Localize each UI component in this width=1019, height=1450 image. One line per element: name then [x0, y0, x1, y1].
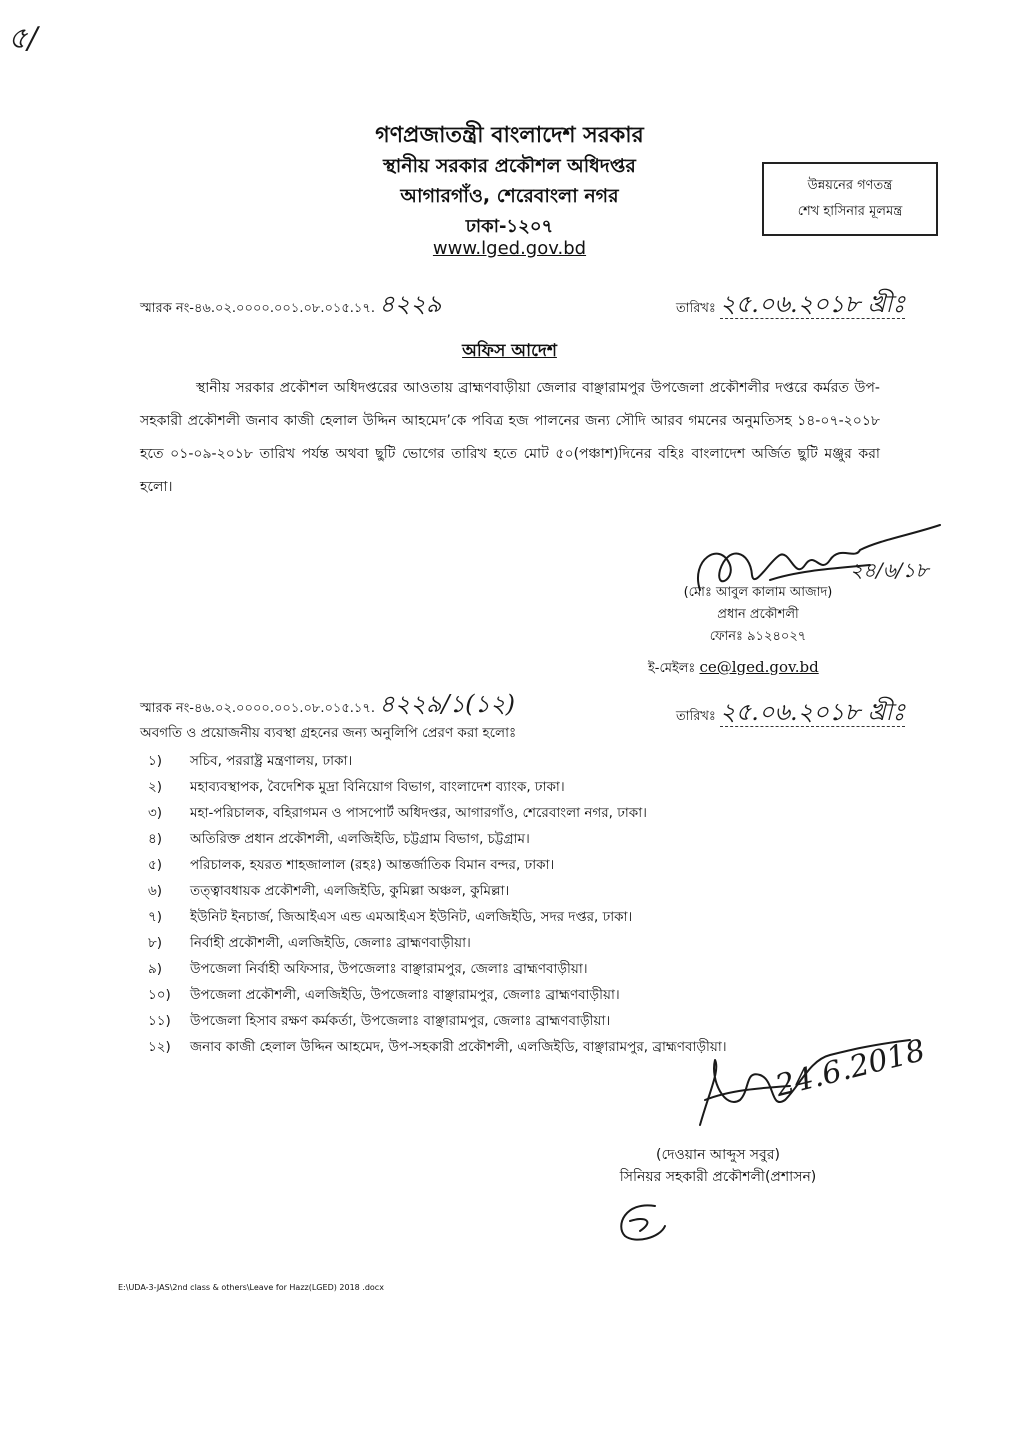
cc-item-number: ৭) [148, 909, 163, 925]
cc-list-item [148, 904, 848, 930]
header-city: ঢাকা-১২০৭ [465, 216, 554, 237]
cc-list-item [148, 878, 848, 904]
memo-number-2 [140, 686, 515, 726]
cc-item-text: মহাব্যবস্থাপক, বৈদেশিক মুদ্রা বিনিয়োগ বিভাগ, বাংলাদেশ ব্যাংক, ঢাকা। [190, 779, 565, 795]
memo-handwritten-number: ৪২২৯/১(১২) [379, 690, 516, 718]
memo-date-2 [676, 694, 905, 734]
signature-1-date: ২৪/৬/১৮ [850, 558, 929, 582]
signatory-1-phone: ফোনঃ ৯১২৪০২৭ [709, 629, 807, 644]
date-handwritten-value: ২৫.০৬.২০১৮ খ্রীঃ [720, 698, 906, 726]
signatory-1-block [648, 582, 868, 648]
cc-list-item [148, 852, 848, 878]
memo-date-1 [676, 286, 905, 326]
cc-list-item [148, 956, 848, 982]
date-handwritten-value: ২৫.০৬.২০১৮ খ্রীঃ [720, 290, 906, 318]
cc-item-text: পরিচালক, হযরত শাহজালাল (রহঃ) আন্তর্জাতিক বিমান বন্দর, ঢাকা। [190, 857, 555, 873]
cc-item-text: উপজেলা নির্বাহী অফিসার, উপজেলাঃ বাঞ্ছারামপুর, জেলাঃ ব্রাহ্মণবাড়ীয়া। [190, 961, 588, 977]
header-government: গণপ্রজাতন্ত্রী বাংলাদেশ সরকার [375, 123, 644, 148]
memo-label: স্মারক নং-৪৬.০২.০০০০.০০১.০৮.০১৫.১৭. [140, 301, 375, 316]
cc-item-number: ১০) [148, 987, 171, 1003]
cc-item-text: উপজেলা হিসাব রক্ষণ কর্মকর্তা, উপজেলাঃ বাঞ্ছারামপুর, জেলাঃ ব্রাহ্মণবাড়ীয়া। [190, 1013, 611, 1029]
order-title: অফিস আদেশ [462, 341, 557, 361]
corner-mark: ৫/ [8, 21, 38, 56]
cc-list [148, 748, 848, 1060]
cc-item-text: নির্বাহী প্রকৌশলী, এলজিইডি, জেলাঃ ব্রাহ্মণবাড়ীয়া। [190, 935, 471, 951]
cc-item-text: উপজেলা প্রকৌশলী, এলজিইডি, উপজেলাঃ বাঞ্ছারামপুর, জেলাঃ ব্রাহ্মণবাড়ীয়া। [190, 987, 620, 1003]
cc-item-number: ১১) [148, 1013, 171, 1029]
cc-list-item [148, 930, 848, 956]
cc-item-text: জনাব কাজী হেলাল উদ্দিন আহমেদ, উপ-সহকারী প্রকৌশলী, এলজিইডি, বাঞ্ছারামপুর, ব্রাহ্মণবাড়ীয়া। [190, 1039, 727, 1055]
footer-file-path: E:\UDA-3-JAS\2nd class & others\Leave for Hazz(LGED) 2018 .docx [118, 1283, 384, 1292]
cc-item-text: ইউনিট ইনচার্জ, জিআইএস এন্ড এমআইএস ইউনিট, এলজিইডি, সদর দপ্তর, ঢাকা। [190, 909, 633, 925]
cc-item-text: অতিরিক্ত প্রধান প্রকৌশলী, এলজিইডি, চট্টগ্রাম বিভাগ, চট্টগ্রাম। [190, 831, 530, 847]
signatory-2-designation: সিনিয়র সহকারী প্রকৌশলী(প্রশাসন) [619, 1169, 817, 1185]
cc-list-item [148, 800, 848, 826]
cc-item-number: ৬) [148, 883, 163, 899]
date-label: তারিখঃ [676, 301, 716, 316]
header-address: আগারগাঁও, শেরেবাংলা নগর [400, 185, 619, 207]
cc-item-number: ৮) [148, 935, 163, 951]
memo-label: স্মারক নং-৪৬.০২.০০০০.০০১.০৮.০১৫.১৭. [140, 701, 375, 716]
cc-item-text: তত্ত্বাবধায়ক প্রকৌশলী, এলজিইডি, কুমিল্লা অঞ্চল, কুমিল্লা। [190, 883, 510, 899]
cc-item-number: ১) [148, 753, 163, 769]
slogan-line-2: শেখ হাসিনার মূলমন্ত্র [797, 204, 903, 219]
signatory-1-email-row [648, 656, 819, 680]
signatory-1-designation: প্রধান প্রকৌশলী [717, 607, 799, 622]
signature-2-date: 24.6.2018 [772, 1033, 929, 1104]
cc-list-item [148, 748, 848, 774]
cc-item-text: সচিব, পররাষ্ট্র মন্ত্রণালয়, ঢাকা। [190, 753, 353, 769]
email-label: ই-মেইলঃ [648, 661, 696, 676]
cc-item-number: ১২) [148, 1039, 171, 1055]
cc-list-item [148, 982, 848, 1008]
order-body: স্থানীয় সরকার প্রকৌশল অধিদপ্তরের আওতায় ব্রাহ্মণবাড়ীয়া জেলার বাঞ্ছারামপুর উপজেলা প্রকৌশলীর দপ্তরে কর্মরত উপ-সহকারী প্রকৌশলী জনাব কাজী হেলাল উদ্দিন আহমেদ’কে পবিত্র হজ পালনের জন্য সৌদি আরব গমনের অনুমতিসহ ১৪-০৭-২০১৮ হতে ০১-০৯-২০১৮ তারিখ পর্যন্ত অথবা ছুটি ভোগের তারিখ হতে মোট ৫০(পঞ্চাশ)দিনের বহিঃ বাংলাদেশ অর্জিত ছুটি মঞ্জুর করা হলো। [140, 380, 880, 495]
cc-item-number: ৫) [148, 857, 163, 873]
header-website-link[interactable]: www.lged.gov.bd [432, 238, 587, 259]
signatory-2-name: (দেওয়ান আব্দুস সবুর) [656, 1147, 780, 1163]
email-link[interactable]: ce@lged.gov.bd [699, 658, 819, 676]
signatory-1-name: (মোঃ আবুল কালাম আজাদ) [683, 585, 833, 600]
cc-list-item [148, 826, 848, 852]
slogan-line-1: উন্নয়নের গণতন্ত্র [807, 178, 893, 193]
initial-scribble [605, 1196, 675, 1246]
signatory-2-block [588, 1144, 848, 1188]
cc-list-item [148, 774, 848, 800]
cc-item-number: ৯) [148, 961, 163, 977]
memo-handwritten-number: ৪২২৯ [379, 290, 442, 318]
memo-number-1 [140, 286, 441, 326]
slogan-box [762, 162, 938, 236]
cc-intro: অবগতি ও প্রয়োজনীয় ব্যবস্থা গ্রহনের জন্য অনুলিপি প্রেরণ করা হলোঃ [140, 725, 517, 741]
cc-item-number: ৩) [148, 805, 163, 821]
header-department: স্থানীয় সরকার প্রকৌশল অধিদপ্তর [383, 155, 636, 177]
date-label: তারিখঃ [676, 709, 716, 724]
cc-item-text: মহা-পরিচালক, বহিরাগমন ও পাসপোর্ট অধিদপ্তর, আগারগাঁও, শেরেবাংলা নগর, ঢাকা। [190, 805, 647, 821]
cc-item-number: ২) [148, 779, 163, 795]
cc-item-number: ৪) [148, 831, 163, 847]
